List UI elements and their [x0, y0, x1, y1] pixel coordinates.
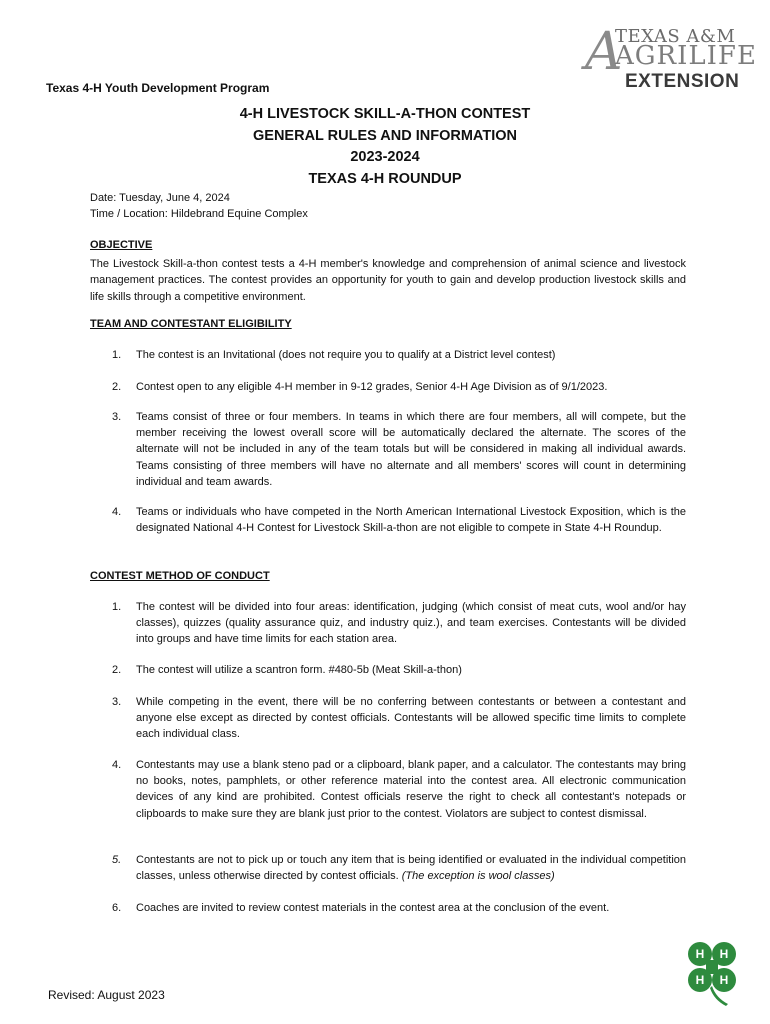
list-item-text: While competing in the event, there will be no conferring between contestants or between a contestant and anyone else except as directed by contest officials. Contestants will be allowed specific time limits to complete each individual class.	[136, 696, 686, 741]
list-item	[112, 694, 686, 743]
list-item-text: Teams consist of three or four members. In teams in which there are four members, all will compete, but the member receiving the lowest overall score will be automatically declared the alternate. The scores of the alternate will not be included in any of the team totals but will be considered in making all individual awards. Teams consisting of three members will have no alternate and all members' scores will count in determining individual and team awards.	[136, 411, 686, 488]
list-item-number: 3.	[112, 411, 122, 423]
list-item-number: 1.	[112, 601, 122, 613]
list-item-text: The contest is an Invitational (does not require you to qualify at a District level contest)	[136, 349, 556, 361]
list-item	[112, 900, 686, 916]
list-item	[112, 379, 686, 395]
title-line: TEXAS 4-H ROUNDUP	[308, 170, 462, 187]
svg-text:H: H	[695, 973, 705, 987]
conduct-section	[90, 568, 686, 585]
objective-text: The Livestock Skill-a-thon contest tests a 4-H member's knowledge and comprehension of animal science and livestock management practices. The contest provides an opportunity for youth to gain and develop production livestock skills and life skills through a competitive environment.	[90, 257, 686, 303]
list-item	[112, 504, 686, 536]
list-item-number: 4.	[112, 759, 122, 771]
texas-am-agrilife-logo	[585, 22, 757, 94]
list-item-text: Teams or individuals who have competed in the North American International Livestock Exposition, which is the designated National 4-H Contest for Livestock Skill-a-thon are not eligible to compete in State 4-H Roundup.	[136, 506, 686, 535]
conduct-heading: CONTEST METHOD OF CONDUCT	[90, 570, 270, 582]
logo-line-1: TEXAS A&M	[615, 26, 736, 47]
list-item-number: 4.	[112, 506, 122, 518]
list-item-number: 1.	[112, 349, 122, 361]
event-date: Date: Tuesday, June 4, 2024	[90, 192, 230, 204]
list-item-number: 5.	[112, 854, 122, 866]
list-item	[112, 852, 686, 884]
list-item-number: 2.	[112, 664, 122, 676]
list-item-text: Contestants may use a blank steno pad or a clipboard, blank paper, and a calculator. The contestants may bring no books, notes, pamphlets, or other reference material into the contest area. All electronic communication devices of any kind are prohibited. Contest officials reserve the right to check all contestant's notepads or clipboards to make sure they are blank just prior to the contest. Violators are subject to contest dismissal.	[136, 759, 686, 820]
svg-text:H: H	[695, 947, 705, 961]
list-item-number: 2.	[112, 381, 122, 393]
event-location: Time / Location: Hildebrand Equine Complex	[90, 208, 308, 220]
svg-text:H: H	[719, 973, 729, 987]
list-item-number: 6.	[112, 902, 122, 914]
4h-clover-icon	[676, 936, 748, 1008]
list-item-number: 3.	[112, 696, 122, 708]
logo-a-mark: A	[585, 22, 623, 82]
list-item	[112, 347, 686, 363]
document-title-block	[0, 104, 770, 190]
eligibility-section	[90, 316, 686, 333]
list-item-text: The contest will be divided into four areas: identification, judging (which consist of meat cuts, wool and/or hay classes), quizzes (quality assurance quiz, and industry quiz.), and team exercises. Contestants will be divided into groups and have time limits for each station area.	[136, 601, 686, 646]
logo-line-2: AGRILIFE	[615, 41, 757, 71]
eligibility-heading: TEAM AND CONTESTANT ELIGIBILITY	[90, 318, 292, 330]
objective-section	[90, 237, 686, 305]
title-line: 4-H LIVESTOCK SKILL-A-THON CONTEST	[239, 106, 531, 122]
list-item-text: Coaches are invited to review contest materials in the contest area at the conclusion of the event.	[136, 902, 610, 914]
event-meta	[90, 190, 308, 222]
list-item	[112, 757, 686, 822]
revised-date: Revised: August 2023	[48, 988, 165, 1002]
list-item	[112, 599, 686, 648]
objective-heading: OBJECTIVE	[90, 239, 153, 251]
list-item-text: The contest will utilize a scantron form. #480-5b (Meat Skill-a-thon)	[136, 664, 462, 676]
list-item	[112, 662, 686, 678]
list-item-text-main: Contestants are not to pick up or touch any item that is being identified or evaluated in the individual competition classes, unless otherwise directed by contest officials.	[136, 854, 686, 883]
list-item-text	[136, 852, 686, 884]
list-item-text: Contest open to any eligible 4-H member in 9-12 grades, Senior 4-H Age Division as of 9/1/2023.	[136, 381, 608, 393]
list-item	[112, 409, 686, 490]
svg-text:H: H	[719, 947, 729, 961]
program-name: Texas 4-H Youth Development Program	[46, 81, 270, 95]
list-item-text-exception: (The exception is wool classes)	[401, 870, 555, 883]
title-line: GENERAL RULES AND INFORMATION	[253, 127, 517, 144]
title-line: 2023-2024	[350, 149, 420, 165]
logo-line-3: EXTENSION	[625, 71, 740, 92]
